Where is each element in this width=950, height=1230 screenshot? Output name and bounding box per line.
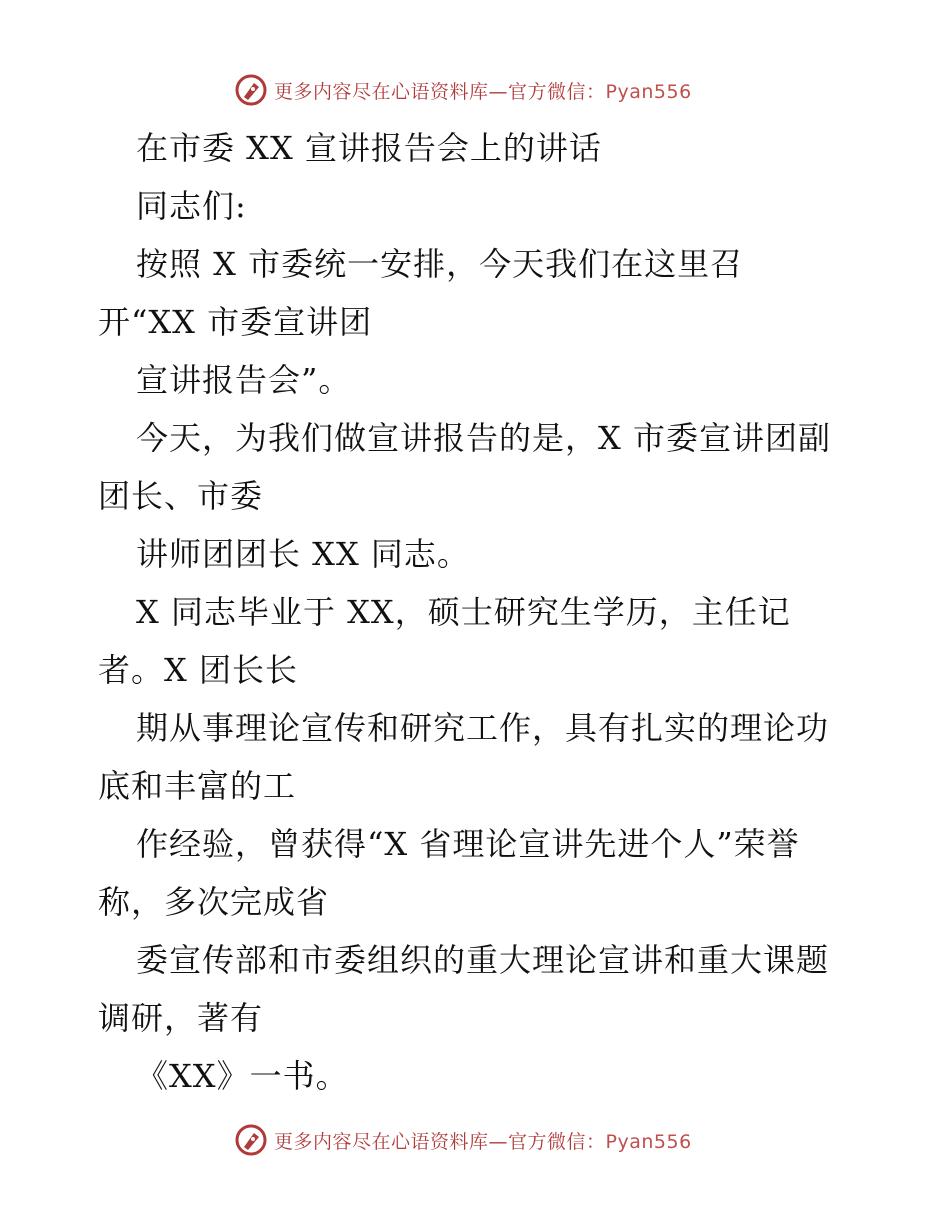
watermark-account: Pyan556 xyxy=(605,80,692,103)
text-line: 团长、市委 xyxy=(98,477,264,515)
header-watermark xyxy=(0,70,950,110)
text-line: 称，多次完成省 xyxy=(98,883,330,921)
document-title: 在市委 XX 宣讲报告会上的讲话 xyxy=(136,129,602,167)
footer-watermark xyxy=(0,1120,950,1160)
watermark-text: 更多内容尽在心语资料库—官方微信：Pyan556 xyxy=(274,1130,692,1153)
text-line: 者。X 团长长 xyxy=(98,651,298,689)
text-line: 《XX》一书。 xyxy=(136,1057,349,1095)
text-line: 宣讲报告会”。 xyxy=(136,361,352,399)
pen-nib-circle-icon xyxy=(234,73,268,107)
watermark-account: Pyan556 xyxy=(605,1130,692,1153)
text-line: 同志们: xyxy=(136,187,247,225)
text-line: 期从事理论宣传和研究工作，具有扎实的理论功 xyxy=(136,709,830,747)
text-line: 今天，为我们做宣讲报告的是，X 市委宣讲团副 xyxy=(136,419,831,457)
text-line: 按照 X 市委统一安排，今天我们在这里召 xyxy=(136,245,744,283)
watermark-group xyxy=(234,1123,692,1157)
text-line: 委宣传部和市委组织的重大理论宣讲和重大课题 xyxy=(136,941,830,979)
watermark-group xyxy=(234,73,692,107)
text-line: 开“XX 市委宣讲团 xyxy=(98,303,373,341)
text-line: X 同志毕业于 XX，硕士研究生学历，主任记 xyxy=(136,593,791,631)
text-line: 调研，著有 xyxy=(98,999,264,1037)
text-line: 底和丰富的工 xyxy=(98,767,297,805)
watermark-text: 更多内容尽在心语资料库—官方微信：Pyan556 xyxy=(274,80,692,103)
text-line: 讲师团团长 XX 同志。 xyxy=(136,535,470,573)
pen-nib-circle-icon xyxy=(234,1123,268,1157)
text-line: 作经验，曾获得“X 省理论宣讲先进个人”荣誉 xyxy=(136,825,800,863)
